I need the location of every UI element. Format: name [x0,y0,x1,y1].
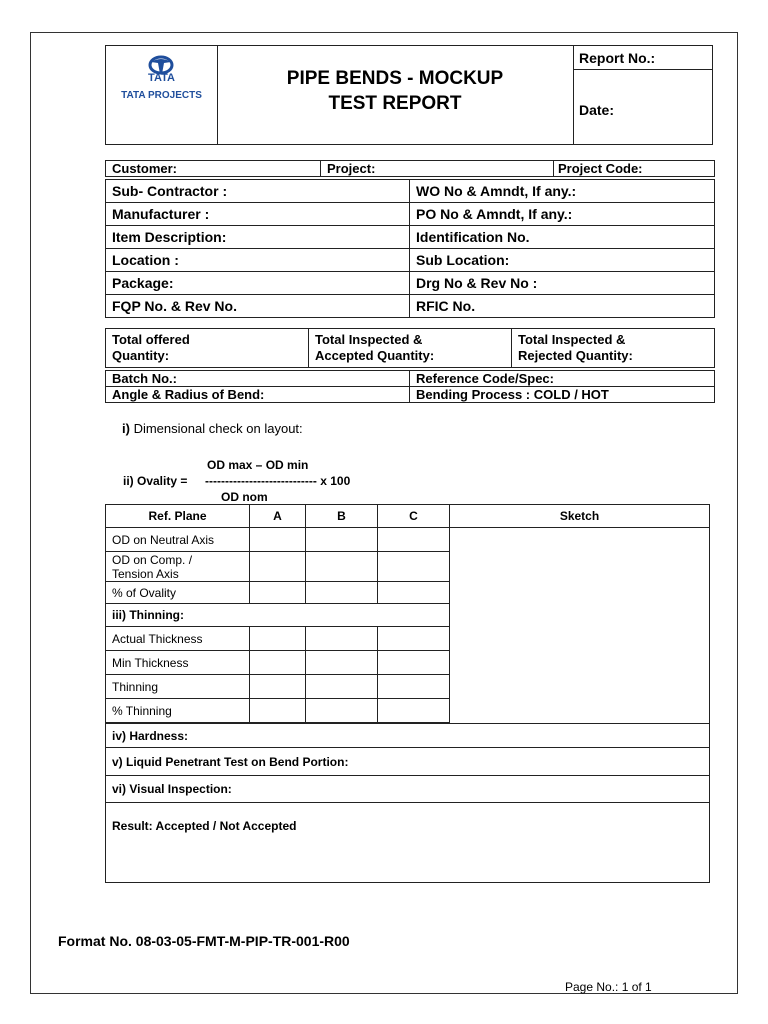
total-offered-line2: Quantity: [112,348,170,363]
col-a: A [250,505,306,528]
fqp-no-field[interactable]: FQP No. & Rev No. [106,295,410,318]
info-table-main [105,179,715,318]
cell-actual-thickness-a[interactable] [250,627,306,651]
angle-radius-field[interactable]: Angle & Radius of Bend: [106,387,410,403]
drg-no-field[interactable]: Drg No & Rev No : [410,272,715,295]
identification-no-field[interactable]: Identification No. [410,226,715,249]
po-no-field[interactable]: PO No & Amndt, If any.: [410,203,715,226]
cell-min-thickness-c[interactable] [378,651,450,675]
cell-min-thickness-b[interactable] [306,651,378,675]
row-label-od-comp-line2: Tension Axis [112,566,179,581]
col-c: C [378,505,450,528]
cell-od-neutral-b[interactable] [306,528,378,552]
format-no: Format No. 08-03-05-FMT-M-PIP-TR-001-R00 [58,933,350,949]
cell-thinning-c[interactable] [378,675,450,699]
customer-field[interactable]: Customer: [106,161,321,177]
package-field[interactable]: Package: [106,272,410,295]
cell-actual-thickness-c[interactable] [378,627,450,651]
project-code-field[interactable]: Project Code: [554,161,715,177]
ovality-numerator: OD max – OD min [207,458,309,472]
info-table [105,160,715,177]
cell-pct-ovality-a[interactable] [250,582,306,604]
rfic-no-field[interactable]: RFIC No. [410,295,715,318]
location-field[interactable]: Location : [106,249,410,272]
col-b: B [306,505,378,528]
total-accepted-line2: Accepted Quantity: [315,348,435,363]
item-description-field[interactable]: Item Description: [106,226,410,249]
cell-pct-thinning-a[interactable] [250,699,306,723]
row-label-actual-thickness: Actual Thickness [106,627,250,651]
report-header [105,45,713,145]
reference-code-field[interactable]: Reference Code/Spec: [410,371,715,387]
total-rejected-line2: Rejected Quantity: [518,348,633,363]
title-cell [217,46,574,144]
row-label-thinning: Thinning [106,675,250,699]
ovality-fraction-line: ---------------------------- x 100 [205,474,351,488]
cell-pct-ovality-c[interactable] [378,582,450,604]
col-sketch: Sketch [450,505,710,528]
cell-pct-thinning-c[interactable] [378,699,450,723]
section-thinning: iii) Thinning: [106,604,450,627]
page-no: Page No.: 1 of 1 [565,980,652,994]
logo-company-text: TATA PROJECTS [121,90,202,101]
total-offered-field[interactable] [106,329,309,368]
row-label-pct-thinning: % Thinning [106,699,250,723]
cell-od-neutral-a[interactable] [250,528,306,552]
row-label-od-neutral: OD on Neutral Axis [106,528,250,552]
row-label-od-comp [106,552,250,582]
section-lpt[interactable]: v) Liquid Penetrant Test on Bend Portion: [106,748,710,776]
cell-thinning-b[interactable] [306,675,378,699]
inspection-table [105,504,710,883]
total-offered-line1: Total offered [112,332,190,347]
bending-process-field[interactable]: Bending Process : COLD / HOT [410,387,715,403]
cell-min-thickness-a[interactable] [250,651,306,675]
project-field[interactable]: Project: [321,161,554,177]
cell-pct-ovality-b[interactable] [306,582,378,604]
total-accepted-field[interactable] [309,329,512,368]
ovality-label: ii) Ovality = [123,474,188,488]
quantity-table [105,328,715,368]
batch-table [105,370,715,403]
total-rejected-field[interactable] [512,329,715,368]
date-field[interactable]: Date: [579,102,615,118]
sketch-area[interactable] [450,528,710,724]
cell-od-comp-b[interactable] [306,552,378,582]
cell-od-comp-a[interactable] [250,552,306,582]
wo-no-field[interactable]: WO No & Amndt, If any.: [410,180,715,203]
row-label-min-thickness: Min Thickness [106,651,250,675]
section-visual-inspection[interactable]: vi) Visual Inspection: [106,776,710,803]
dimensional-check-label: Dimensional check on layout: [129,421,303,436]
manufacturer-field[interactable]: Manufacturer : [106,203,410,226]
cell-od-neutral-c[interactable] [378,528,450,552]
logo-brand-text: TATA [148,72,175,84]
result-field[interactable]: Result: Accepted / Not Accepted [106,803,710,883]
row-label-pct-ovality: % of Ovality [106,582,250,604]
dimensional-check-text [122,421,303,436]
total-accepted-line1: Total Inspected & [315,332,423,347]
cell-thinning-a[interactable] [250,675,306,699]
total-rejected-line1: Total Inspected & [518,332,626,347]
cell-od-comp-c[interactable] [378,552,450,582]
report-title-line1: PIPE BENDS - MOCKUP [286,68,504,89]
ovality-denominator: OD nom [221,490,268,504]
cell-pct-thinning-b[interactable] [306,699,378,723]
cell-actual-thickness-b[interactable] [306,627,378,651]
section-hardness[interactable]: iv) Hardness: [106,724,710,748]
report-title-line2: TEST REPORT [328,93,462,114]
sub-contractor-field[interactable]: Sub- Contractor : [106,180,410,203]
dimensional-check-num: i) [122,421,130,436]
row-label-od-comp-line1: OD on Comp. / [112,552,193,567]
sub-location-field[interactable]: Sub Location: [410,249,715,272]
report-no-field[interactable]: Report No.: [573,46,712,70]
logo-cell [106,46,218,144]
col-ref-plane: Ref. Plane [106,505,250,528]
batch-no-field[interactable]: Batch No.: [106,371,410,387]
